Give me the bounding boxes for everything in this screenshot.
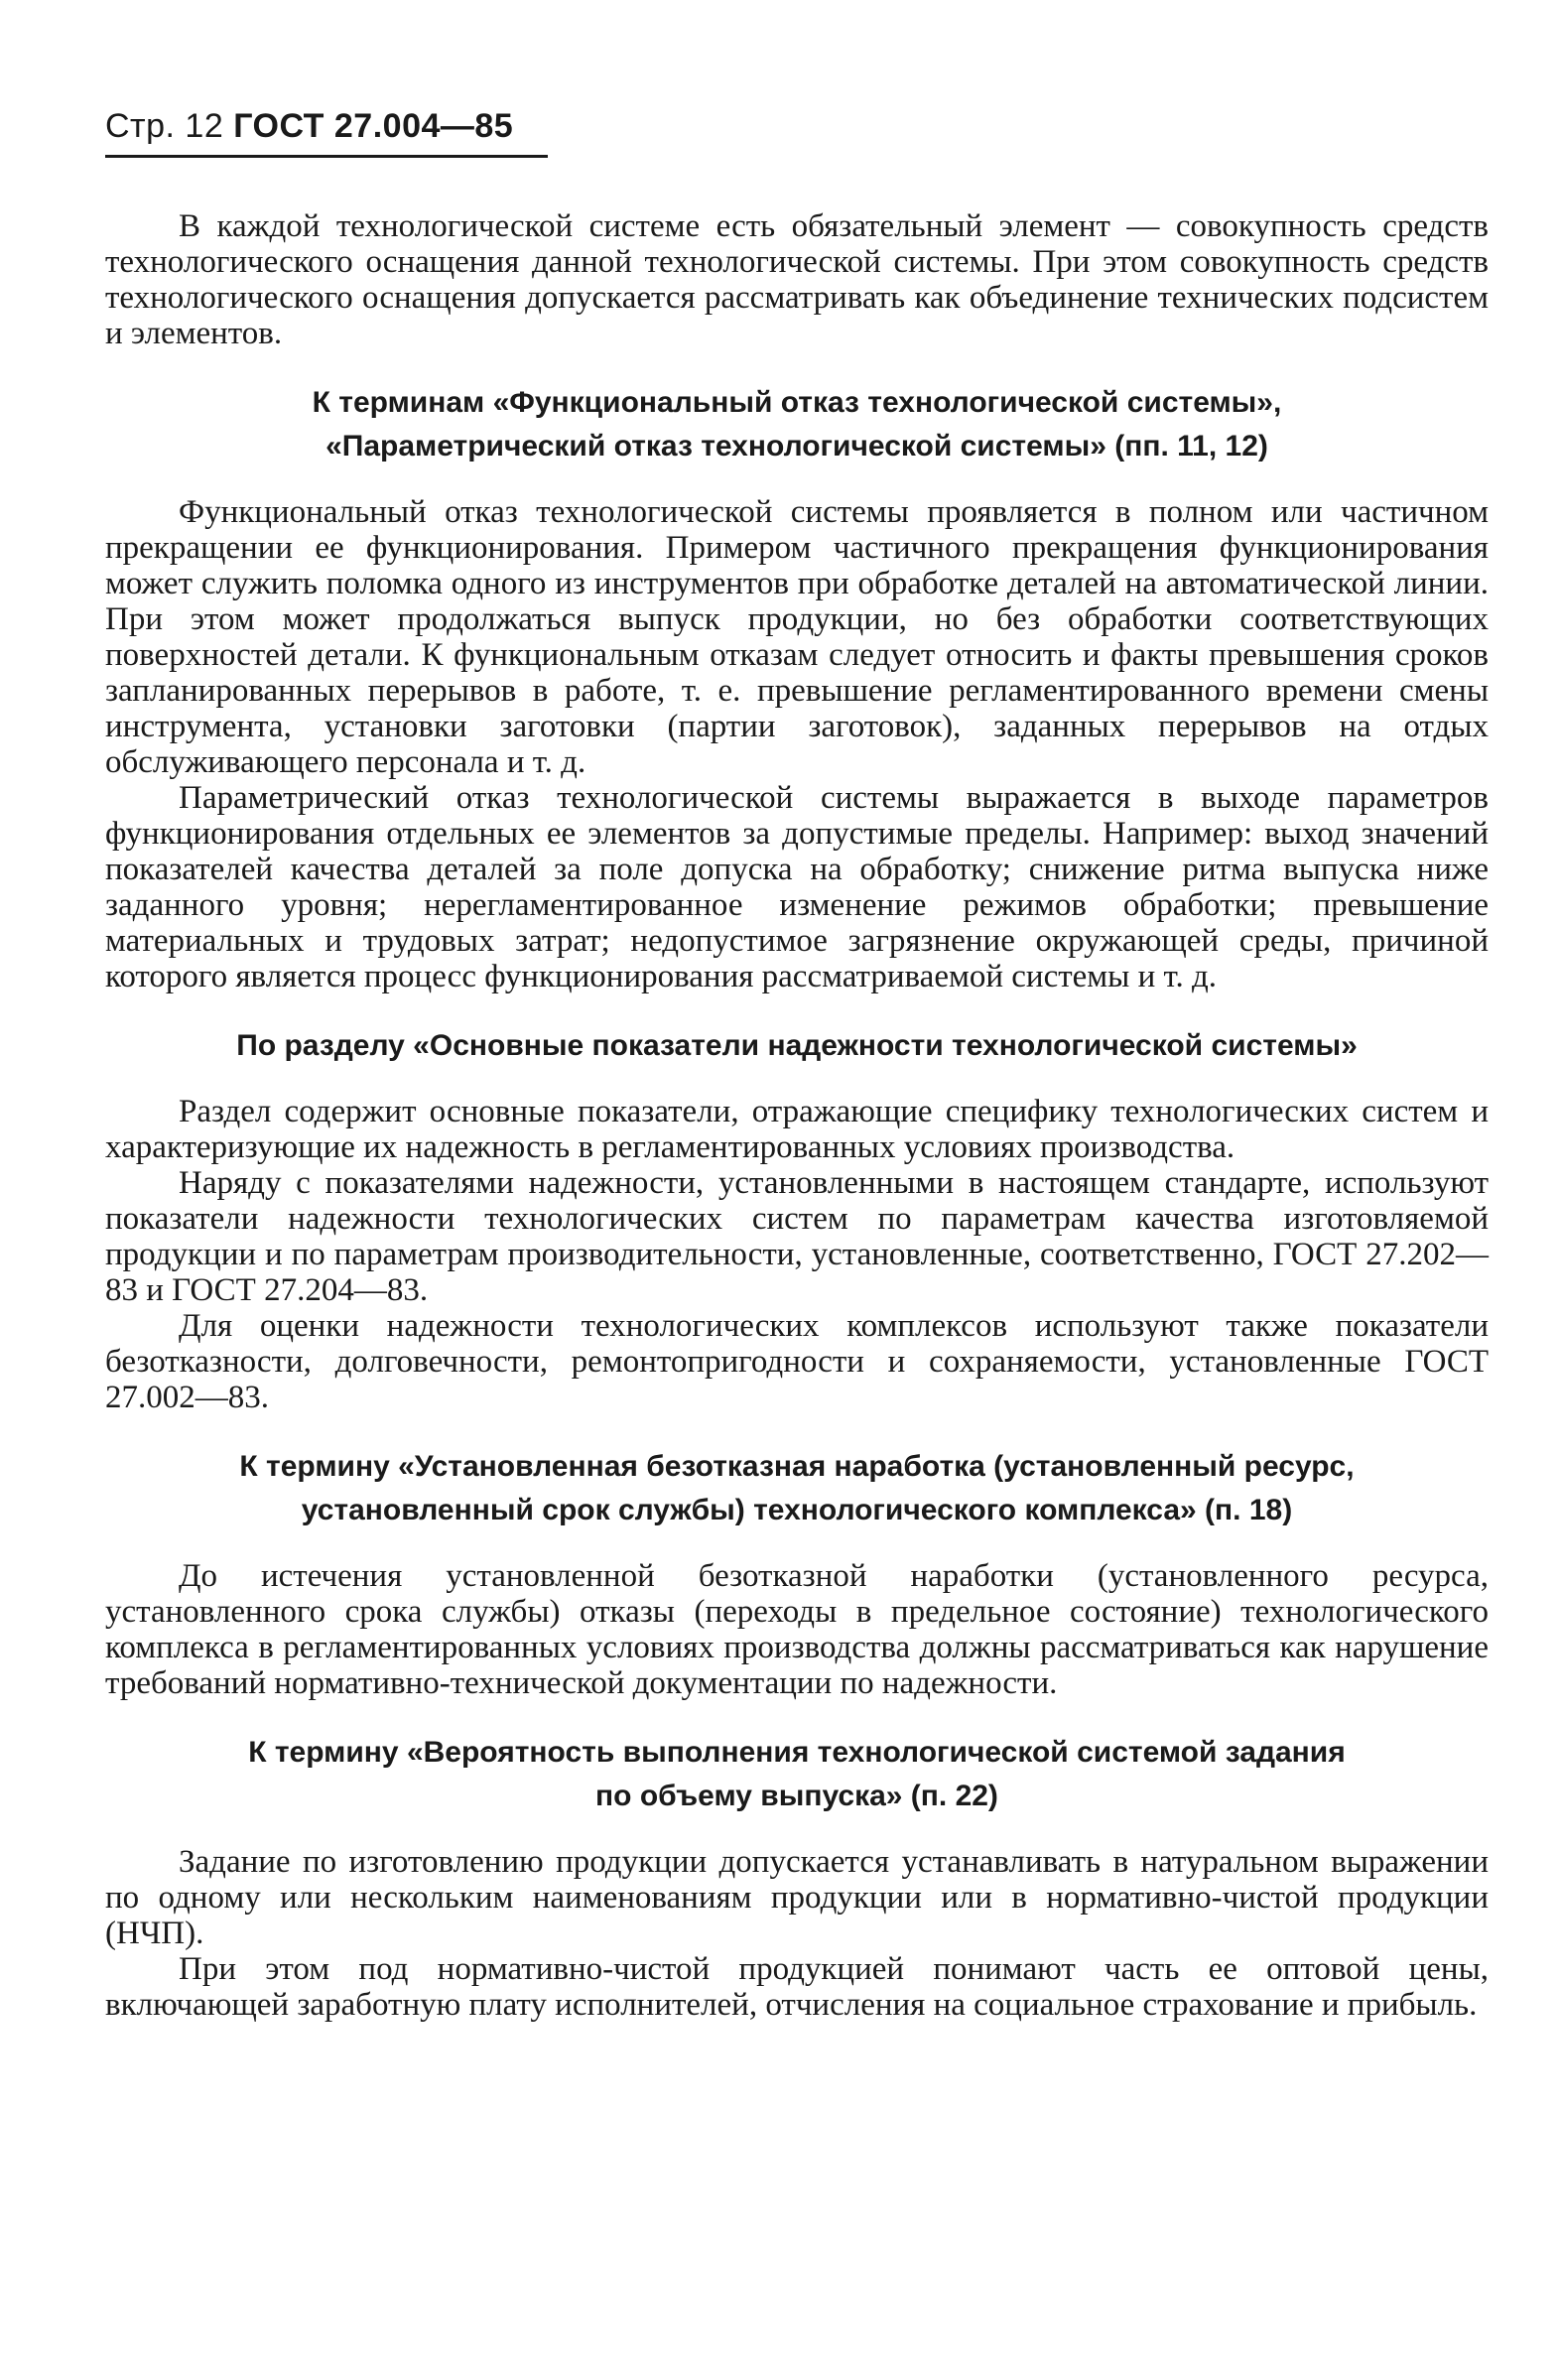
paragraph-net-production: При этом под нормативно-чистой продукцией понимают часть ее оптовой цены, включающей заработную плату исполнителей, отчисления на социальное страхование и прибыль. bbox=[105, 1951, 1489, 2023]
standard-designation: ГОСТ 27.004—85 bbox=[233, 107, 514, 145]
heading-line: установленный срок службы) технологического комплекса» (п. 18) bbox=[301, 1494, 1293, 1526]
heading-line: К термину «Вероятность выполнения технологической системой задания bbox=[248, 1736, 1346, 1769]
paragraph-established-mtbf: До истечения установленной безотказной наработки (установленного ресурса, установленного срока службы) отказы (переходы в предельное состояние) технологического комплекса в регламентированных условиях производства должны рассматриваться как нарушение требований нормативно-технической документации по надежности. bbox=[105, 1558, 1489, 1701]
paragraph-related-standards: Наряду с показателями надежности, установленными в настоящем стандарте, используют показатели надежности технологических систем по параметрам качества изготовляемой продукции и по параметрам производительности, установленные, соответственно, ГОСТ 27.202—83 и ГОСТ 27.204—83. bbox=[105, 1165, 1489, 1308]
section-heading-functional-failure bbox=[105, 381, 1489, 468]
section-heading-task-probability bbox=[105, 1731, 1489, 1818]
heading-line: К терминам «Функциональный отказ технологической системы», bbox=[312, 386, 1282, 419]
page-header bbox=[105, 107, 513, 146]
paragraph-production-task: Задание по изготовлению продукции допускается устанавливать в натуральном выражении по одному или нескольким наименованиям продукции или в нормативно-чистой продукции (НЧП). bbox=[105, 1844, 1489, 1951]
heading-line: К термину «Установленная безотказная наработка (установленный ресурс, bbox=[239, 1450, 1355, 1483]
paragraph-parametric-failure: Параметрический отказ технологической системы выражается в выходе параметров функционирования отдельных ее элементов за допустимые пределы. Например: выход значений показателей качества деталей за поле допуска на обработку; снижение ритма выпуска ниже заданного уровня; нерегламентированное изменение режимов обработки; превышение материальных и трудовых затрат; недопустимое загрязнение окружающей среды, причиной которого является процесс функционирования рассматриваемой системы и т. д. bbox=[105, 780, 1489, 994]
paragraph-section-contents: Раздел содержит основные показатели, отражающие специфику технологических систем и характеризующие их надежность в регламентированных условиях производства. bbox=[105, 1094, 1489, 1165]
heading-line: по объему выпуска» (п. 22) bbox=[595, 1780, 998, 1812]
section-heading-established-mtbf bbox=[105, 1445, 1489, 1532]
document-body bbox=[105, 208, 1489, 2023]
paragraph-complex-evaluation: Для оценки надежности технологических комплексов используют также показатели безотказности, долговечности, ремонтопригодности и сохраняемости, установленные ГОСТ 27.002—83. bbox=[105, 1308, 1489, 1415]
header-rule bbox=[105, 155, 548, 158]
paragraph-intro: В каждой технологической системе есть обязательный элемент — совокупность средств технологического оснащения данной технологической системы. При этом совокупность средств технологического оснащения допускается рассматривать как объединение технических подсистем и элементов. bbox=[105, 208, 1489, 351]
heading-line: «Параметрический отказ технологической системы» (пп. 11, 12) bbox=[325, 430, 1268, 463]
heading-line: По разделу «Основные показатели надежности технологической системы» bbox=[236, 1029, 1358, 1062]
page-number-label: Стр. 12 bbox=[105, 107, 224, 145]
paragraph-functional-failure: Функциональный отказ технологической системы проявляется в полном или частичном прекращении ее функционирования. Примером частичного прекращения функционирования может служить поломка одного из инструментов при обработке деталей на автоматической линии. При этом может продолжаться выпуск продукции, но без обработки соответствующих поверхностей детали. К функциональным отказам следует относить и факты превышения сроков запланированных перерывов в работе, т. е. превышение регламентированного времени смены инструмента, установки заготовки (партии заготовок), заданных перерывов на отдых обслуживающего персонала и т. д. bbox=[105, 494, 1489, 780]
section-heading-main-indicators bbox=[105, 1024, 1489, 1068]
